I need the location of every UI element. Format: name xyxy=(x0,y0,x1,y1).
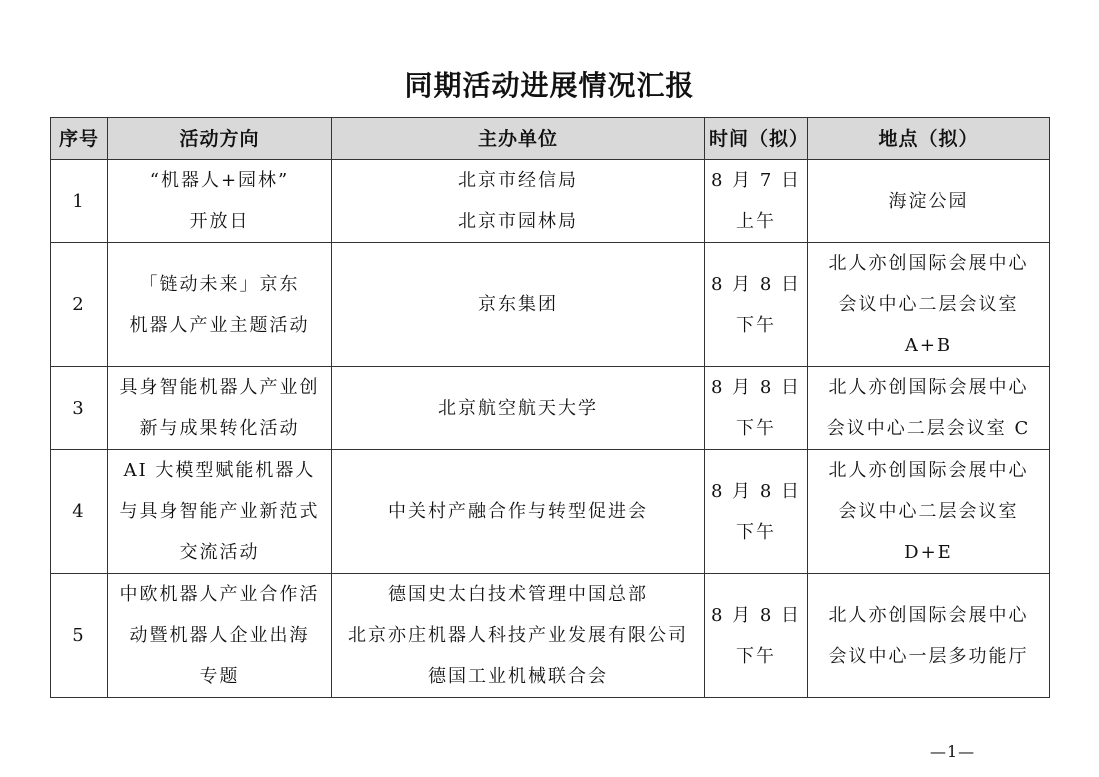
cell-direction-line: 「链动未来」京东 xyxy=(139,273,300,295)
cell-no: 3 xyxy=(51,367,108,450)
header-organizer: 主办单位 xyxy=(332,118,705,160)
cell-place-line: A+B xyxy=(904,335,953,356)
cell-organizer xyxy=(332,367,705,450)
cell-time xyxy=(705,160,808,243)
cell-direction xyxy=(108,367,332,450)
cell-place xyxy=(808,450,1050,574)
cell-direction-line: 新与成果转化活动 xyxy=(139,418,300,439)
cell-organizer xyxy=(332,160,705,243)
header-time: 时间（拟） xyxy=(705,118,808,160)
cell-direction xyxy=(108,160,332,243)
cell-organizer-line: 中关村产融合作与转型促进会 xyxy=(388,501,648,522)
cell-direction-line: “机器人+园林” xyxy=(149,170,290,191)
cell-place-line: 会议中心二层会议室 xyxy=(838,294,1019,315)
cell-no: 2 xyxy=(51,243,108,367)
cell-place-line: 会议中心一层多功能厅 xyxy=(828,645,1029,667)
activity-table xyxy=(50,117,1050,698)
cell-organizer-line: 德国史太白技术管理中国总部 xyxy=(388,584,648,605)
cell-direction-line: 与具身智能产业新范式 xyxy=(119,501,320,522)
cell-time xyxy=(705,450,808,574)
table-row xyxy=(51,367,1050,450)
cell-organizer-line: 北京市园林局 xyxy=(458,211,578,232)
cell-place-line: 会议中心二层会议室 C xyxy=(826,418,1031,439)
cell-time xyxy=(705,243,808,367)
cell-direction-line: 专题 xyxy=(199,666,240,687)
table-row xyxy=(51,574,1050,698)
header-place: 地点（拟） xyxy=(808,118,1050,160)
cell-no: 4 xyxy=(51,450,108,574)
cell-direction-line: 具身智能机器人产业创 xyxy=(119,377,320,398)
cell-no: 5 xyxy=(51,574,108,698)
cell-time xyxy=(705,574,808,698)
cell-time xyxy=(705,367,808,450)
cell-no: 1 xyxy=(51,160,108,243)
cell-direction-line: 动暨机器人企业出海 xyxy=(129,625,310,646)
header-direction: 活动方向 xyxy=(108,118,332,160)
cell-direction-line: 机器人产业主题活动 xyxy=(129,314,310,336)
table-body xyxy=(51,160,1050,698)
cell-place xyxy=(808,160,1050,243)
cell-place-line: 会议中心二层会议室 xyxy=(838,501,1019,522)
cell-time-line: 8 月 8 日 xyxy=(710,273,802,295)
cell-place-line: 北人亦创国际会展中心 xyxy=(828,377,1029,398)
table-row xyxy=(51,450,1050,574)
cell-place-line: 北人亦创国际会展中心 xyxy=(828,460,1029,481)
cell-time-line: 下午 xyxy=(736,314,776,336)
cell-direction xyxy=(108,450,332,574)
header-no: 序号 xyxy=(51,118,108,160)
cell-organizer-line: 北京市经信局 xyxy=(458,170,578,191)
cell-organizer xyxy=(332,243,705,367)
cell-direction-line: 交流活动 xyxy=(179,542,260,563)
cell-time-line: 下午 xyxy=(736,521,776,543)
cell-place xyxy=(808,574,1050,698)
cell-place-line: 北人亦创国际会展中心 xyxy=(828,253,1029,274)
cell-time-line: 8 月 7 日 xyxy=(710,170,802,191)
cell-time-line: 8 月 8 日 xyxy=(710,604,802,626)
table-row xyxy=(51,160,1050,243)
cell-time-line: 下午 xyxy=(736,418,776,439)
cell-time-line: 下午 xyxy=(736,645,776,667)
cell-organizer-line: 北京亦庄机器人科技产业发展有限公司 xyxy=(348,625,688,646)
cell-place xyxy=(808,367,1050,450)
cell-organizer xyxy=(332,574,705,698)
cell-place-line: 北人亦创国际会展中心 xyxy=(828,604,1029,626)
cell-direction-line: 中欧机器人产业合作活 xyxy=(119,584,320,605)
table-header-row xyxy=(51,118,1050,160)
cell-organizer-line: 德国工业机械联合会 xyxy=(428,666,608,687)
page-title: 同期活动进展情况汇报 xyxy=(404,69,695,102)
cell-place-line: 海淀公园 xyxy=(888,190,969,212)
cell-organizer-line: 北京航空航天大学 xyxy=(438,397,598,419)
page-number: —1— xyxy=(930,742,976,761)
cell-direction-line: 开放日 xyxy=(189,211,250,232)
cell-time-line: 上午 xyxy=(736,211,776,232)
table-row xyxy=(51,243,1050,367)
cell-time-line: 8 月 8 日 xyxy=(710,377,802,398)
cell-organizer xyxy=(332,450,705,574)
cell-direction xyxy=(108,243,332,367)
cell-direction xyxy=(108,574,332,698)
cell-place xyxy=(808,243,1050,367)
cell-place-line: D+E xyxy=(904,542,953,563)
cell-direction-line: AI 大模型赋能机器人 xyxy=(123,460,316,481)
cell-time-line: 8 月 8 日 xyxy=(710,480,802,502)
cell-organizer-line: 京东集团 xyxy=(478,294,558,315)
